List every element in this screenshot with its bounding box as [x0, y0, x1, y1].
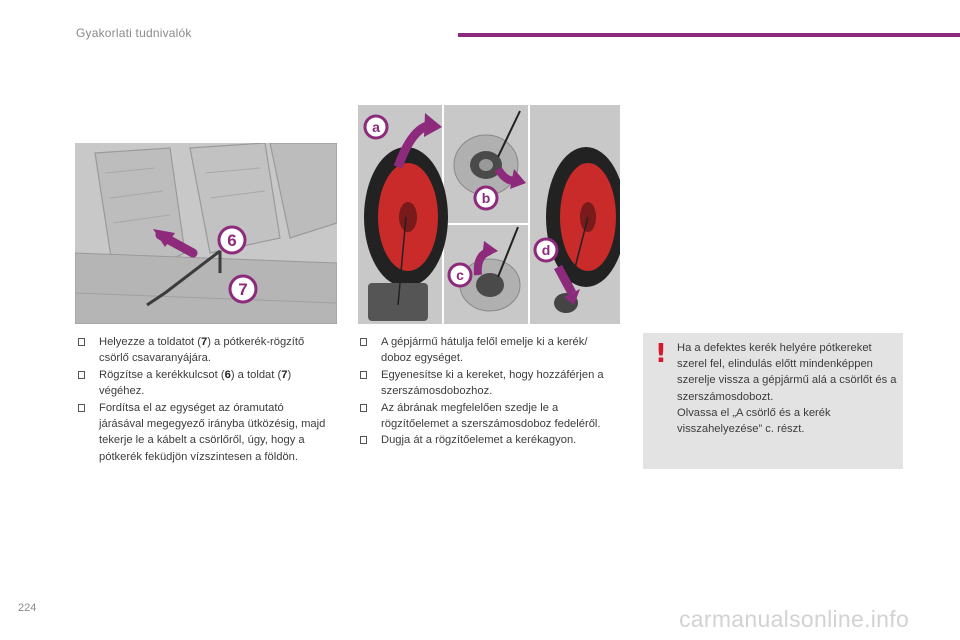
- left-steps: [76, 334, 331, 465]
- list-item: Rögzítse a kerékkulcsot (6) a toldat (7) végéhez.: [76, 367, 331, 400]
- list-item: Egyenesítse ki a kereket, hogy hozzáférjen a szerszámosdobozhoz.: [358, 367, 620, 400]
- illustration-trunk-winch: [75, 143, 337, 324]
- list-item: Az ábrának megfelelően szedje le a rögzítőelemet a szerszámosdoboz fedeléről.: [358, 400, 620, 433]
- checkbox-bullet-icon: [78, 338, 85, 346]
- label-d: d: [541, 242, 551, 258]
- section-accent-bar: [458, 33, 960, 37]
- list-item: Dugja át a rögzítőelemet a kerékagyon.: [358, 432, 620, 448]
- list-item: Helyezze a toldatot (7) a pótkerék-rögzítő csörlő csavaranyájára.: [76, 334, 331, 367]
- page-number: 224: [18, 602, 37, 614]
- illustration-spare-wheel-steps: [358, 105, 620, 324]
- checkbox-bullet-icon: [78, 371, 85, 379]
- list-item: A gépjármű hátulja felől emelje ki a kerék/ doboz egységet.: [358, 334, 620, 367]
- label-6: 6: [227, 231, 237, 250]
- warning-text: Ha a defektes kerék helyére pótkereket szerel fel, elindulás előtt mindenképpen szerelje vissza a gépjármű alá a csörlőt és a szerszámosdobozt. Olvassa el „A csörlő és a kerék visszahelyezése” c. részt.: [677, 342, 897, 436]
- label-c: c: [456, 267, 464, 283]
- warning-box: [643, 333, 903, 469]
- mid-steps: [358, 334, 620, 449]
- checkbox-bullet-icon: [360, 371, 367, 379]
- checkbox-bullet-icon: [78, 404, 85, 412]
- checkbox-bullet-icon: [360, 404, 367, 412]
- label-b: b: [481, 190, 491, 206]
- label-7: 7: [238, 280, 248, 299]
- warning-icon: !: [655, 339, 667, 369]
- list-item: Fordítsa el az egységet az óramutató járásával megegyező irányba ütközésig, majd tekerje le a kábelt a csörlőről, úgy, hogy a pótkerék feküdjön vízszintesen a földön.: [76, 400, 331, 466]
- watermark: carmanualsonline.info: [679, 606, 910, 632]
- checkbox-bullet-icon: [360, 338, 367, 346]
- label-a: a: [372, 119, 380, 135]
- section-title: Gyakorlati tudnivalók: [76, 26, 192, 40]
- checkbox-bullet-icon: [360, 436, 367, 444]
